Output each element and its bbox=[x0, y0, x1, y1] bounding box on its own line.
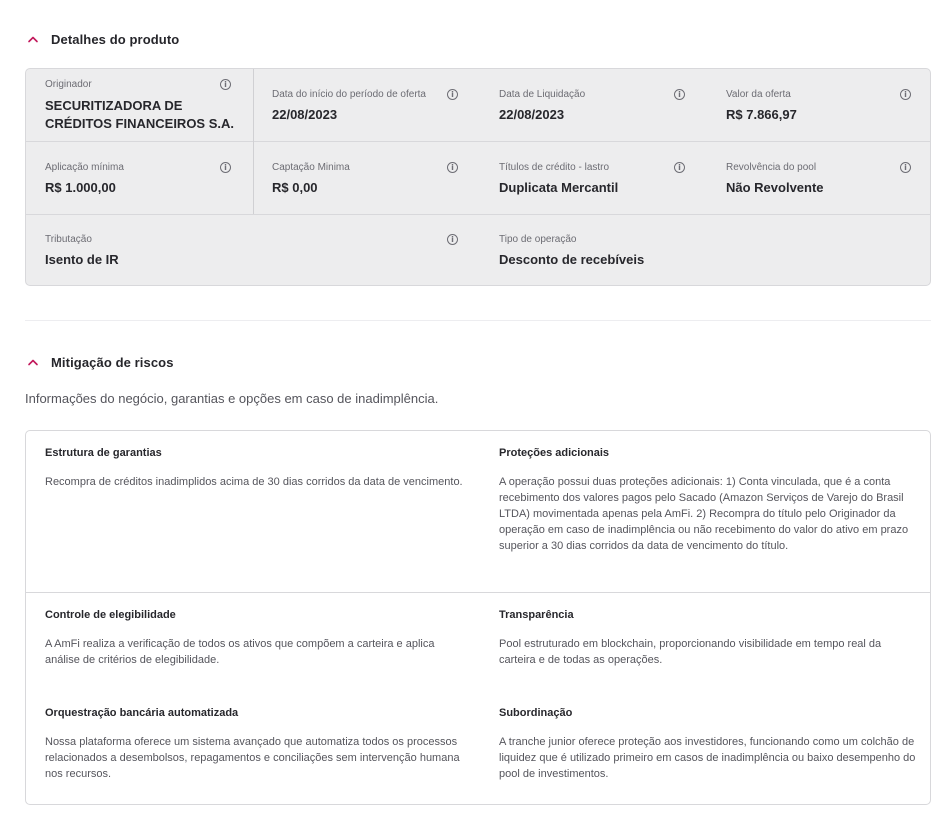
risk-item-title: Controle de elegibilidade bbox=[45, 609, 176, 621]
info-icon[interactable]: i bbox=[674, 89, 685, 100]
section-subtitle: Informações do negócio, garantias e opções em caso de inadimplência. bbox=[25, 391, 439, 406]
section-title: Mitigação de riscos bbox=[51, 354, 174, 370]
field-value: Isento de IR bbox=[45, 252, 119, 267]
field-label: Originador bbox=[45, 79, 92, 90]
risk-item-transparencia bbox=[499, 608, 919, 668]
info-icon[interactable]: i bbox=[674, 162, 685, 173]
risk-mitigation-panel bbox=[25, 430, 931, 805]
field-value: Desconto de recebíveis bbox=[499, 252, 645, 267]
field-value: 22/08/2023 bbox=[272, 107, 338, 122]
field-label: Data do início do período de oferta bbox=[272, 89, 426, 100]
field-value: SECURITIZADORA DE CRÉDITOS FINANCEIROS S.A. bbox=[45, 98, 235, 131]
product-details-toggle[interactable] bbox=[25, 29, 179, 49]
field-label: Tributação bbox=[45, 234, 92, 245]
section-divider bbox=[25, 320, 931, 321]
info-icon[interactable]: i bbox=[900, 89, 911, 100]
info-icon[interactable]: i bbox=[220, 79, 231, 90]
risk-item-text: A AmFi realiza a verificação de todos os ativos que compõem a carteira e aplica análise de critérios de elegibilidade. bbox=[45, 638, 435, 666]
field-label: Revolvência do pool bbox=[726, 162, 817, 173]
risk-item-text: Pool estruturado em blockchain, proporcionando visibilidade em tempo real da carteira e de todas as operações. bbox=[499, 638, 882, 666]
risk-item-title: Subordinação bbox=[499, 707, 573, 719]
risk-item-title: Estrutura de garantias bbox=[45, 447, 162, 459]
field-tipo-operacao bbox=[499, 233, 799, 269]
field-originador bbox=[45, 78, 240, 133]
field-value: R$ 0,00 bbox=[272, 180, 318, 195]
risk-item-text: Nossa plataforma oferece um sistema avançado que automatiza todos os processos relacionados a desembolsos, repagamentos e conciliações sem intervenção humana nos recursos. bbox=[45, 736, 460, 780]
chevron-up-icon bbox=[25, 31, 41, 47]
info-icon[interactable]: i bbox=[447, 162, 458, 173]
field-label: Valor da oferta bbox=[726, 89, 791, 100]
risk-item-text: A operação possui duas proteções adicionais: 1) Conta vinculada, que é a conta recebimento dos valores pagos pelo Sacado (Amazon Serviços de Varejo do Brasil LTDA) movimentada apenas pela AmFi. 2) Recompra do título pelo Originador da operação em caso de inadimplência ou não recebimento do valor do ativo em prazo superior a 30 dias corridos da data de vencimento do título. bbox=[499, 476, 909, 552]
risk-mitigation-toggle[interactable] bbox=[25, 352, 174, 372]
field-label: Aplicação mínima bbox=[45, 162, 124, 173]
field-tributacao bbox=[45, 233, 345, 269]
field-value: Não Revolvente bbox=[726, 180, 824, 195]
field-captacao-minima bbox=[272, 161, 472, 197]
field-value: 22/08/2023 bbox=[499, 107, 565, 122]
field-label: Data de Liquidação bbox=[499, 89, 586, 100]
risk-item-estrutura-garantias bbox=[45, 446, 465, 490]
risk-item-protecoes-adicionais bbox=[499, 446, 919, 554]
risk-item-subordinacao bbox=[499, 706, 919, 782]
section-title: Detalhes do produto bbox=[51, 31, 180, 47]
risk-item-orquestracao-bancaria bbox=[45, 706, 465, 782]
info-icon[interactable]: i bbox=[447, 234, 458, 245]
field-value: R$ 7.866,97 bbox=[726, 107, 797, 122]
info-icon[interactable]: i bbox=[447, 89, 458, 100]
risk-item-text: Recompra de créditos inadimplidos acima de 30 dias corridos da data de vencimento. bbox=[45, 476, 463, 488]
risk-item-text: A tranche junior oferece proteção aos investidores, funcionando como um colchão de liquidez que é utilizado primeiro em casos de inadimplência ou baixo desempenho do pool de investimentos. bbox=[499, 736, 916, 780]
field-revolvencia-pool bbox=[726, 161, 906, 197]
info-icon[interactable]: i bbox=[220, 162, 231, 173]
chevron-up-icon bbox=[25, 354, 41, 370]
field-titulos-credito bbox=[499, 161, 699, 197]
risk-item-title: Orquestração bancária automatizada bbox=[45, 707, 239, 719]
info-icon[interactable]: i bbox=[900, 162, 911, 173]
field-label: Captação Minima bbox=[272, 162, 350, 173]
field-label: Títulos de crédito - lastro bbox=[499, 162, 610, 173]
field-value: R$ 1.000,00 bbox=[45, 180, 116, 195]
field-valor-oferta bbox=[726, 88, 906, 124]
field-aplicacao-minima bbox=[45, 161, 240, 197]
field-value: Duplicata Mercantil bbox=[499, 180, 619, 195]
product-details-panel bbox=[25, 68, 931, 286]
risk-item-title: Proteções adicionais bbox=[499, 447, 610, 459]
field-data-inicio-oferta bbox=[272, 88, 472, 124]
risk-item-title: Transparência bbox=[499, 609, 574, 621]
risk-item-controle-elegibilidade bbox=[45, 608, 465, 668]
field-data-liquidacao bbox=[499, 88, 699, 124]
field-label: Tipo de operação bbox=[499, 234, 577, 245]
